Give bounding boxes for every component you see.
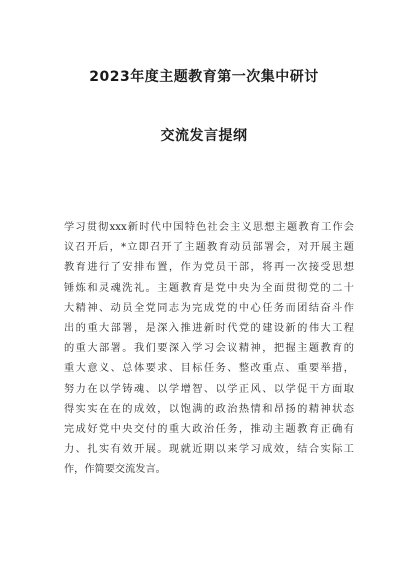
- paragraph-line: 大精神、动员全党同志为完成党的中心任务而团结奋斗作: [64, 302, 354, 314]
- document-subtitle: 交流发言提纲: [160, 128, 248, 144]
- paragraph-line: 议召开后，*立即召开了主题教育动员部署会，对开展主题: [64, 242, 354, 254]
- paragraph-line: 力、扎实有效开展。现就近期以来学习成效，结合实际工: [64, 444, 354, 456]
- paragraph-line: 锤炼和灵魂洗礼。主题教育是党中央为全面贯彻党的二十: [64, 282, 354, 294]
- paragraph-line: 完成好党中央交付的重大政治任务，推动主题教育正确有: [64, 423, 354, 435]
- paragraph-line: 的重大部署。我们要深入学习会议精神，把握主题教育的: [64, 343, 354, 355]
- document-title: 2023年度主题教育第一次集中研讨: [89, 69, 319, 85]
- paragraph-line: 得实实在在的成效，以饱满的政治热情和昂扬的精神状态: [64, 403, 354, 415]
- paragraph-line: 学习贯彻xxx新时代中国特色社会主义思想主题教育工作会: [64, 222, 354, 233]
- body-paragraph: [64, 218, 354, 480]
- paragraph-line: 出的重大部署，是深入推进新时代党的建设新的伟大工程: [64, 322, 354, 334]
- paragraph-line: 重大意义、总体要求、目标任务、整改重点、重要举措，: [64, 363, 354, 375]
- paragraph-line: 作，作简要交流发言。: [64, 464, 166, 476]
- paragraph-line: 教育进行了安排布置，作为党员干部，将再一次接受思想: [64, 262, 354, 274]
- paragraph-line: 努力在以学铸魂、以学增智、以学正风、以学促干方面取: [64, 383, 354, 395]
